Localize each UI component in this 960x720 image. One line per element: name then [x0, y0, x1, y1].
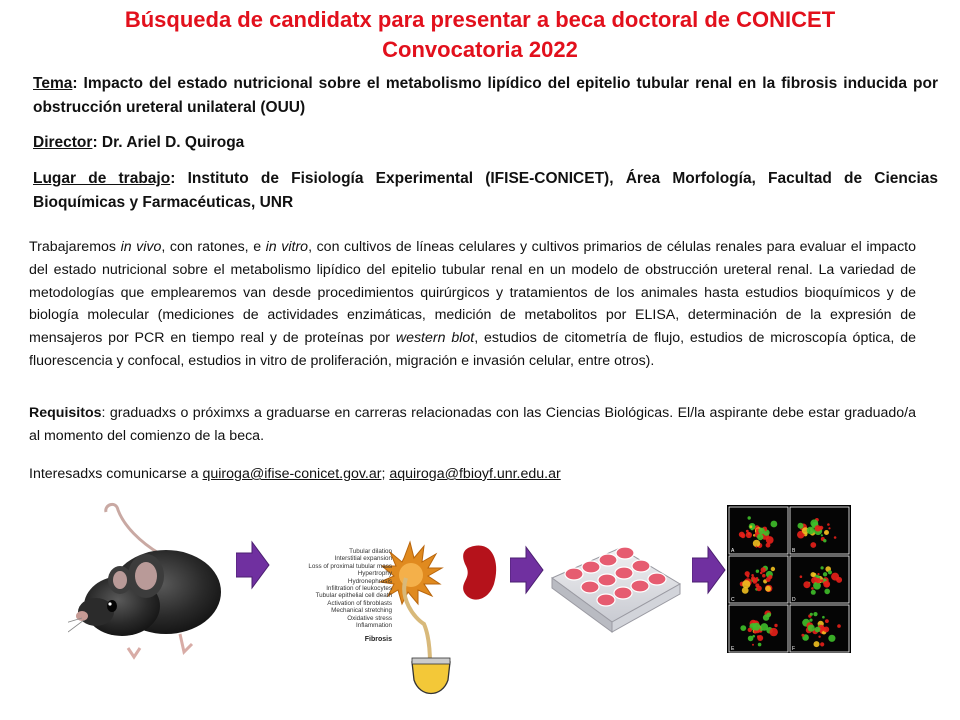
fluorescent-cell — [821, 534, 823, 536]
fluorescent-cell — [756, 570, 759, 573]
fluorescent-cell — [818, 636, 820, 638]
fluorescent-cell — [766, 577, 771, 582]
culture-well — [616, 547, 634, 559]
fluorescent-cell — [750, 525, 753, 528]
fluorescent-cell — [767, 613, 772, 618]
fluorescent-cell — [765, 586, 771, 592]
diagram-line: Loss of proximal tubular mass — [308, 562, 392, 570]
panel-letter: C — [731, 597, 735, 603]
fluorescent-cell — [828, 570, 832, 574]
cell-culture-plate-image — [544, 540, 686, 636]
culture-well — [598, 574, 616, 586]
diagram-line: Interstitial expansion — [334, 555, 392, 563]
fluorescent-cell — [746, 532, 752, 538]
fluorescent-cell — [756, 546, 758, 548]
fluorescent-cell — [771, 567, 775, 571]
fluorescent-cell — [808, 625, 815, 632]
fluorescent-cell — [823, 627, 829, 633]
fluorescent-cell — [748, 516, 751, 519]
diagram-line: Tubular dilation — [349, 548, 392, 555]
culture-well — [614, 587, 632, 599]
arrow-right-icon — [236, 540, 270, 590]
fluorescent-cell — [811, 590, 816, 595]
fluorescent-cell — [742, 580, 750, 588]
director-field: Director: Dr. Ariel D. Quiroga — [33, 134, 245, 151]
desc-italic-in-vitro: in vitro — [265, 239, 309, 255]
fluorescent-cell — [823, 539, 826, 542]
fluorescent-cell — [756, 577, 759, 580]
diagram-line: Infiltration of leukocytes — [326, 585, 392, 593]
lugar-label: Lugar de trabajo — [33, 170, 171, 187]
fluorescent-cell — [801, 634, 804, 637]
panel-letter: D — [792, 597, 796, 603]
fluorescent-cell — [828, 527, 830, 529]
fluorescent-cell — [823, 581, 830, 588]
fluorescent-cell — [824, 589, 830, 595]
fluorescent-cell — [816, 578, 821, 583]
page-title: Búsqueda de candidatx para presentar a beca doctoral de CONICET — [124, 7, 836, 32]
diagram-line: Oxidative stress — [347, 614, 392, 622]
diagram-text — [274, 548, 392, 629]
panel-letter: A — [731, 548, 735, 554]
fluorescent-cell — [810, 613, 813, 616]
diagram-line: Mechanical stretching — [331, 607, 392, 615]
fluorescent-cell — [752, 644, 754, 646]
desc-italic-western-blot: western blot — [395, 330, 475, 347]
fluorescence-microscopy-panels — [727, 505, 851, 653]
contact-prefix: Interesadxs comunicarse a — [29, 466, 203, 482]
culture-well — [599, 554, 617, 566]
director-value: Dr. Ariel D. Quiroga — [101, 134, 245, 151]
desc-text-1: Trabajaremos — [29, 239, 121, 255]
fluorescent-cell — [811, 572, 816, 577]
fluorescent-cell — [811, 587, 814, 590]
culture-well — [632, 560, 650, 572]
fluorescent-cell — [739, 532, 745, 538]
fluorescent-cell — [740, 625, 746, 631]
fluorescent-cell — [770, 628, 778, 636]
lugar-field: Lugar de trabajo: Instituto de Fisiología Experimental (IFISE-CONICET), Área Morfología, Facultad de Ciencias Bioquímicas y Farmacéuticas, UNR — [33, 170, 939, 211]
fluorescent-cell — [753, 623, 761, 631]
fibrosis-label: Fibrosis — [364, 636, 392, 643]
director-label: Director — [33, 134, 93, 151]
fluorescent-cell — [766, 536, 774, 544]
fluorescent-cell — [745, 571, 750, 576]
culture-well — [565, 568, 583, 580]
desc-italic-in-vivo: in vivo — [120, 239, 162, 255]
culture-well — [631, 580, 649, 592]
fluorescent-cell — [837, 624, 841, 628]
fluorescent-cell — [822, 616, 825, 619]
fluorescent-cell — [809, 619, 812, 622]
desc-text-3: , con cultivos de líneas celulares y cultivos primarios de células renales para evaluar el impacto del estado nutricional sobre el metabolismo lipídico del epitelio tubular renal en un modelo de obstrucción ureteral renal. La variedad de metodologías que emplearemos van desde procedimientos quirúrgicos y tratamientos de los animales hasta estudios bioquímicos y de biología molecular (mediciones de actividades enzimáticas, medición de metabolitos por ELISA, determinación de la expresión de mensajeros por PCR en tiempo real y de proteínas por — [29, 239, 916, 347]
fluorescent-cell — [823, 572, 827, 576]
contact-separator: ; — [381, 466, 390, 482]
tema-label: Tema — [33, 75, 73, 92]
culture-well — [615, 567, 633, 579]
fluorescent-cell — [751, 574, 754, 577]
culture-well — [597, 594, 615, 606]
fluorescent-cell — [771, 521, 778, 528]
panel-letter: E — [731, 646, 735, 652]
fluorescent-cell — [748, 628, 752, 632]
fluorescent-cell — [758, 643, 762, 647]
fluorescent-cell — [774, 624, 777, 627]
fluorescent-cell — [761, 567, 766, 572]
uuo-fibrosis-diagram — [274, 538, 514, 706]
page-subtitle: Convocatoria 2022 — [382, 37, 578, 62]
fluorescent-cell — [825, 619, 829, 623]
lugar-value: Instituto de Fisiología Experimental (IFISE-CONICET), Área Morfología, Facultad de Ciencias Bioquímicas y Farmacéuticas, UNR — [33, 170, 939, 211]
requirements-paragraph — [29, 402, 916, 448]
fluorescent-cell — [752, 635, 755, 638]
fluorescent-cell — [758, 528, 765, 535]
fluorescent-cell — [798, 523, 804, 529]
fluorescent-cell — [815, 627, 821, 633]
diagram-line: Activation of fibroblasts — [327, 599, 392, 607]
diagram-line: Hydronephrosis — [347, 577, 392, 585]
fluorescent-cell — [821, 566, 824, 569]
fluorescent-cell — [814, 641, 820, 647]
diagram-line: Hypertrophy — [357, 570, 392, 578]
fluorescent-cell — [757, 635, 760, 638]
fluorescent-cell — [836, 577, 842, 583]
fluorescent-cell — [817, 573, 819, 575]
fluorescent-cell — [757, 534, 763, 540]
fluorescent-cell — [810, 542, 816, 548]
mouse-image — [68, 502, 228, 662]
fluorescent-cell — [819, 526, 823, 530]
tema-field: Tema: Impacto del estado nutricional sobre el metabolismo lipídico del epitelio tubular renal en la fibrosis inducida por obstrucción ureteral unilateral (OUU) — [33, 75, 938, 116]
email-link-quiroga[interactable]: quiroga@ifise-conicet.gov.ar — [202, 466, 382, 482]
microscopy-grid — [727, 505, 851, 653]
fluorescent-cell — [807, 527, 815, 535]
culture-well — [582, 561, 600, 573]
fluorescent-cell — [813, 612, 817, 616]
fluorescent-cell — [824, 530, 829, 535]
arrow-right-icon — [510, 545, 544, 595]
culture-well — [581, 581, 599, 593]
fluorescent-cell — [762, 574, 766, 578]
panel-letter: B — [792, 548, 796, 554]
fluorescent-cell — [821, 579, 824, 582]
diagram-line: Tubular epithelial cell death — [315, 592, 392, 600]
contact-paragraph — [29, 463, 916, 486]
fluorescent-cell — [760, 628, 763, 631]
fluorescent-cell — [800, 575, 803, 578]
fluorescent-cell — [827, 523, 830, 526]
fluorescent-cell — [834, 536, 837, 539]
email-link-aquiroga[interactable]: aquiroga@fbioyf.unr.edu.ar — [389, 466, 561, 482]
tema-value: Impacto del estado nutricional sobre el metabolismo lipídico del epitelio tubular renal en la fibrosis inducida por obstrucción ureteral unilateral (OUU) — [33, 75, 938, 116]
fluorescent-cell — [828, 635, 835, 642]
panel-letter: F — [792, 646, 796, 652]
fluorescent-cell — [803, 581, 810, 588]
description-paragraph — [29, 236, 916, 373]
requirements-label: Requisitos — [29, 405, 102, 421]
arrow-right-icon — [692, 545, 726, 595]
fluorescent-cell — [820, 642, 824, 646]
fluorescent-cell — [756, 586, 762, 592]
culture-well — [648, 573, 666, 585]
desc-text-4: , estudios de citometría de flujo, estudios de microscopía óptica, de fluorescencia y confocal, estudios in vitro de proliferación, migración e invasión celular, entre otros). — [29, 330, 916, 369]
requirements-text: : graduadxs o próximxs a graduarse en carreras relacionadas con las Ciencias Biológicas. El/la aspirante debe estar graduado/a al momento del comienzo de la beca. — [29, 405, 916, 444]
desc-text-2: , con ratones, e — [161, 239, 266, 255]
diagram-line: Inflammation — [355, 622, 392, 630]
